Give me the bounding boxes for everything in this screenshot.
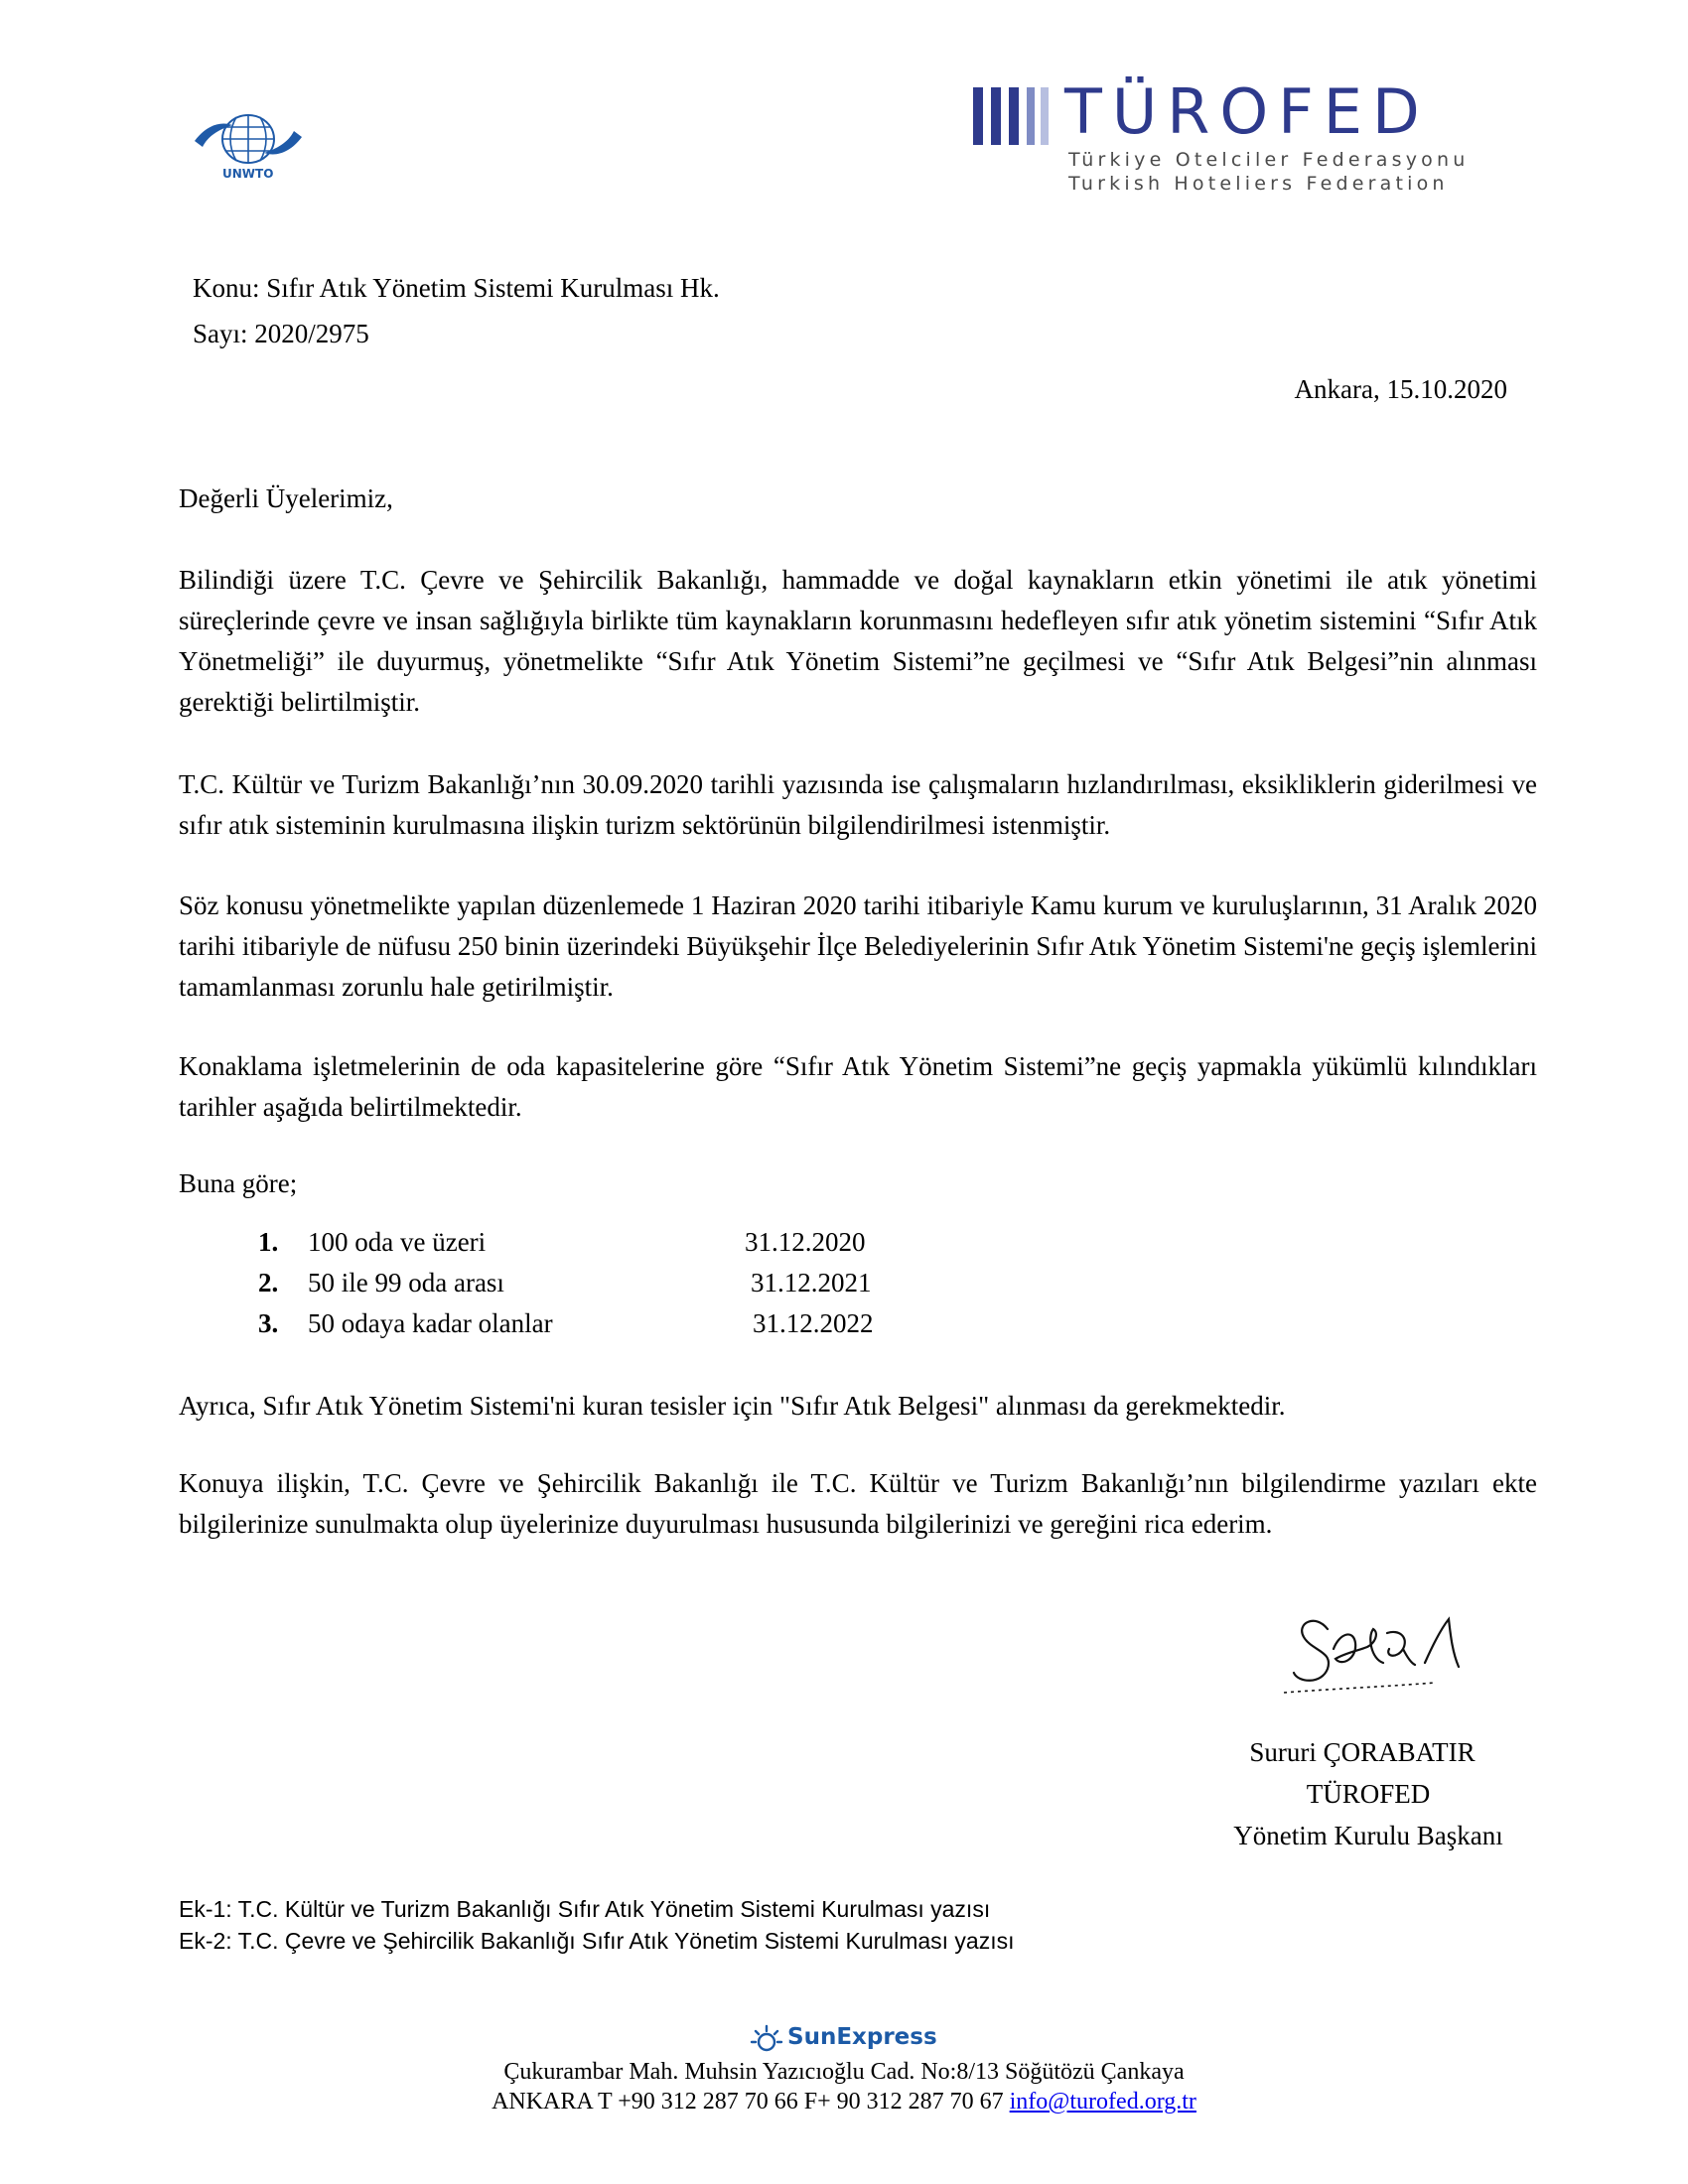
turofed-subtitle-tr: Türkiye Otelciler Federasyonu xyxy=(1068,149,1470,171)
buna-gore: Buna göre; xyxy=(179,1168,298,1198)
list-number: 3. xyxy=(258,1308,279,1338)
list-number: 2. xyxy=(258,1268,279,1297)
body-paragraph-3: Söz konusu yönetmelikte yapılan düzenlemede 1 Haziran 2020 tarihi itibariyle Kamu kurum ve kuruluşlarının, 31 Aralık 2020 tarihi itibariyle de nüfusu 250 binin üzerindeki Büyükşehir İlçe Belediyelerinin Sıfır Atık Yönetim Sistemi'ne geçiş işlemlerini tamamlanması zorunlu hale getirilmiştir. xyxy=(179,890,1537,1002)
turofed-subtitle-en: Turkish Hoteliers Federation xyxy=(1068,173,1449,195)
body-paragraph-2: T.C. Kültür ve Turizm Bakanlığı’nın 30.09.2020 tarihli yazısında ise çalışmaların hızlandırılması, eksikliklerin giderilmesi ve sıfır atık sisteminin kurulmasına ilişkin turizm sektörünün bilgilendirilmesi istenmiştir. xyxy=(179,769,1537,840)
ayrica-paragraph: Ayrıca, Sıfır Atık Yönetim Sistemi'ni kuran tesisler için "Sıfır Atık Belgesi" alınması da gerekmektedir. xyxy=(179,1391,1286,1421)
list-text: 100 oda ve üzeri xyxy=(308,1227,487,1257)
sponsor-name: SunExpress xyxy=(787,2024,937,2050)
list-text: 50 ile 99 oda arası xyxy=(308,1268,504,1297)
list-date: 31.12.2022 xyxy=(753,1308,874,1338)
signatory-name: Sururi ÇORABATIR xyxy=(1249,1737,1476,1767)
sun-icon xyxy=(750,2022,783,2056)
unwto-logo xyxy=(181,107,320,197)
list-date: 31.12.2020 xyxy=(745,1227,866,1257)
letter-date: Ankara, 15.10.2020 xyxy=(1294,374,1507,404)
handwritten-signature xyxy=(1276,1593,1504,1712)
email-link[interactable]: info@turofed.org.tr xyxy=(1009,2089,1196,2115)
footer-phone-fax: ANKARA T +90 312 287 70 66 F+ 90 312 287 70 67 xyxy=(492,2089,1010,2115)
turofed-name: TÜROFED xyxy=(1064,75,1430,148)
footer-address: Çukurambar Mah. Muhsin Yazıcıoğlu Cad. No:8/13 Söğütözü Çankaya xyxy=(503,2059,1185,2085)
turofed-mark-icon xyxy=(973,87,1058,145)
list-text: 50 odaya kadar olanlar xyxy=(308,1308,553,1338)
list-date: 31.12.2021 xyxy=(751,1268,872,1297)
list-number: 1. xyxy=(258,1227,279,1257)
closing-paragraph: Konuya ilişkin, T.C. Çevre ve Şehircilik Bakanlığı ile T.C. Kültür ve Turizm Bakanlığı’nın bilgilendirme yazıları ekte bilgilerinize sunulmakta olup üyelerinize duyurulması hususunda bilgilerinizi ve gereğini rica ederim. xyxy=(179,1468,1537,1539)
unwto-logo-text: UNWTO xyxy=(222,167,274,181)
turofed-logo xyxy=(973,75,1489,199)
sunexpress-logo xyxy=(750,2020,938,2060)
reference-number: Sayı: 2020/2975 xyxy=(193,319,369,348)
signatory-title: Yönetim Kurulu Başkanı xyxy=(1233,1821,1503,1850)
attachment-2: Ek-2: T.C. Çevre ve Şehircilik Bakanlığı Sıfır Atık Yönetim Sistemi Kurulması yazısı xyxy=(179,1928,1015,1954)
body-paragraph-4: Konaklama işletmelerinin de oda kapasitelerine göre “Sıfır Atık Yönetim Sistemi”ne geçiş yapmakla yükümlü kılındıkları tarihler aşağıda belirtilmektedir. xyxy=(179,1051,1537,1122)
attachment-1: Ek-1: T.C. Kültür ve Turizm Bakanlığı Sıfır Atık Yönetim Sistemi Kurulması yazısı xyxy=(179,1896,991,1922)
body-paragraph-1: Bilindiği üzere T.C. Çevre ve Şehircilik Bakanlığı, hammadde ve doğal kaynakların etkin yönetimi ile atık yönetimi süreçlerinde çevre ve insan sağlığıyla birlikte tüm kaynakların korunmasını hedefleyen sıfır atık yönetim sistemini “Sıfır Atık Yönetmeliği” ile duyurmuş, yönetmelikte “Sıfır Atık Yönetim Sistemi”ne geçilmesi ve “Sıfır Atık Belgesi”nin alınması gerektiği belirtilmiştir. xyxy=(179,565,1537,717)
salutation: Değerli Üyelerimiz, xyxy=(179,483,393,513)
subject-line: Konu: Sıfır Atık Yönetim Sistemi Kurulması Hk. xyxy=(193,273,720,303)
footer-contact xyxy=(0,2089,1688,2116)
signatory-organization: TÜROFED xyxy=(1306,1779,1431,1809)
